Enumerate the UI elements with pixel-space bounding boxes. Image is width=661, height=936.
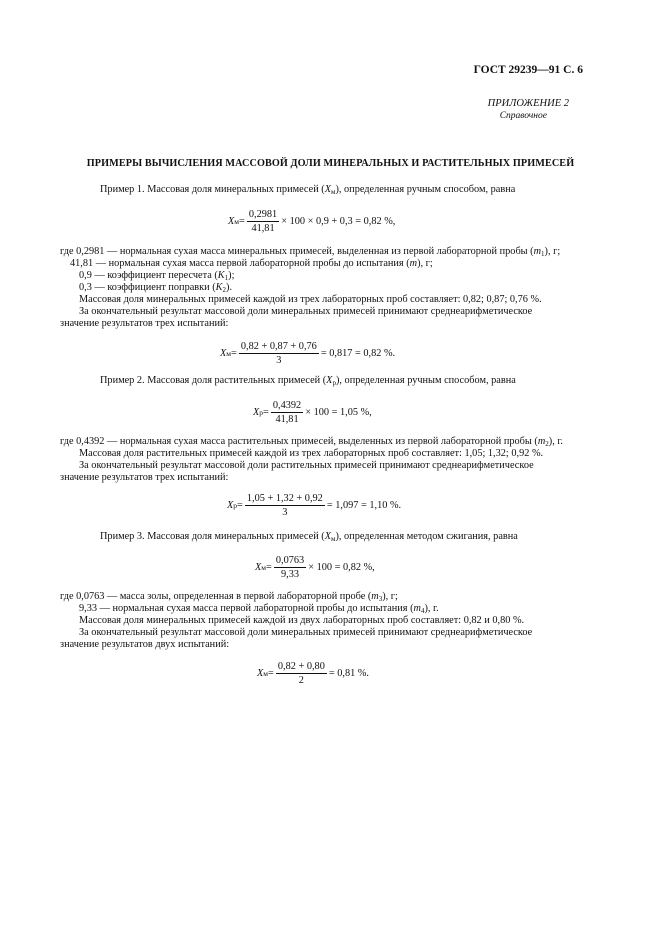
example1-where-line: где 0,2981 — нормальная сухая масса минеральных примесей, выделенная из первой лабораторной пробы $(m_1)$, г;	[60, 246, 561, 258]
fraction: $\frac{0,2981}{41,81}$	[248, 209, 278, 234]
example3-formula-1: X м = $\frac{0,0763}{9,33}$ × 100 = 0,82 %,	[255, 555, 375, 580]
example1-formula-1: X м = $\frac{0,2981}{41,81}$ × 100 × 0,9 + 0,3 = 0,82 %,	[228, 209, 396, 234]
example1-line-7: значение результатов трех испытаний:	[60, 318, 229, 329]
example3-line-3: Массовая доля минеральных примесей каждой из двух лабораторных проб составляет: 0,82 и 0,80 %.	[79, 615, 525, 626]
example1-line-3: 0,9 — коэффициент пересчета $(K_1)$;	[79, 270, 235, 282]
example2-where-line: где 0,4392 — нормальная сухая масса растительных примесей, выделенных из первой лабораторной пробы $(m_2)$, г.	[60, 436, 563, 448]
example3-line-5: значение результатов двух испытаний:	[60, 639, 230, 650]
annex-type: Справочное	[499, 111, 547, 121]
example1-line-5: Массовая доля минеральных примесей каждой из трех лабораторных проб составляет: 0,82; 0,87; 0,76 %.	[79, 294, 542, 305]
annex-label: ПРИЛОЖЕНИЕ 2	[487, 98, 569, 109]
fraction: $\frac{0,82 + 0,80}{2}$	[277, 661, 325, 686]
example1-line-6: За окончательный результат массовой доли минеральных примесей принимают среднеарифметическое	[79, 306, 533, 317]
example3-line-4: За окончательный результат массовой доли минеральных примесей принимают среднеарифметическое	[79, 627, 533, 638]
example1-line-4: 0,3 — коэффициент поправки $(K_2)$.	[79, 282, 233, 294]
section-title: ПРИМЕРЫ ВЫЧИСЛЕНИЯ МАССОВОЙ ДОЛИ МИНЕРАЛЬНЫХ И РАСТИТЕЛЬНЫХ ПРИМЕСЕЙ	[86, 158, 575, 169]
example2-intro: Пример 2. Массовая доля растительных примесей $(X_р)$, определенная ручным способом, равна	[100, 375, 516, 387]
page-header: ГОСТ 29239—91 С. 6	[473, 64, 583, 76]
example3-line-2: 9,33 — нормальная сухая масса первой лабораторной пробы до испытания $(m_4)$, г.	[79, 603, 439, 615]
fraction: $\frac{0,0763}{9,33}$	[275, 555, 305, 580]
example3-where-line: где 0,0763 — масса золы, определенная в первой лабораторной пробе $(m_3)$, г;	[60, 591, 398, 603]
example3-formula-2: X м = $\frac{0,82 + 0,80}{2}$ = 0,81 %.	[257, 661, 369, 686]
fraction: $\frac{0,82 + 0,87 + 0,76}{3}$	[240, 341, 317, 366]
example2-line-4: значение результатов трех испытаний:	[60, 472, 229, 483]
example1-formula-2: X м = $\frac{0,82 + 0,87 + 0,76}{3}$ = 0,817 = 0,82 %.	[220, 341, 396, 366]
fraction: $\frac{0,4392}{41,81}$	[272, 400, 302, 425]
example2-formula-1: X р = $\frac{0,4392}{41,81}$ × 100 = 1,05 %,	[253, 400, 372, 425]
example2-line-3: За окончательный результат массовой доли растительных примесей принимают среднеарифметическое	[79, 460, 534, 471]
example2-line-2: Массовая доля растительных примесей каждой из трех лабораторных проб составляет: 1,05; 1,32; 0,92 %.	[79, 448, 544, 459]
example1-line-2: 41,81 — нормальная сухая масса первой лабораторной пробы до испытания (m), г;	[70, 258, 433, 269]
example3-intro: Пример 3. Массовая доля минеральных примесей $(X_м)$, определенная методом сжигания, равна	[100, 531, 518, 543]
example1-intro: Пример 1. Массовая доля минеральных примесей $(X_м)$, определенная ручным способом, равна	[100, 184, 516, 196]
fraction: $\frac{1,05 + 1,32 + 0,92}{3}$	[246, 493, 323, 518]
example2-formula-2: X р = $\frac{1,05 + 1,32 + 0,92}{3}$ = 1,097 = 1,10 %.	[227, 493, 402, 518]
